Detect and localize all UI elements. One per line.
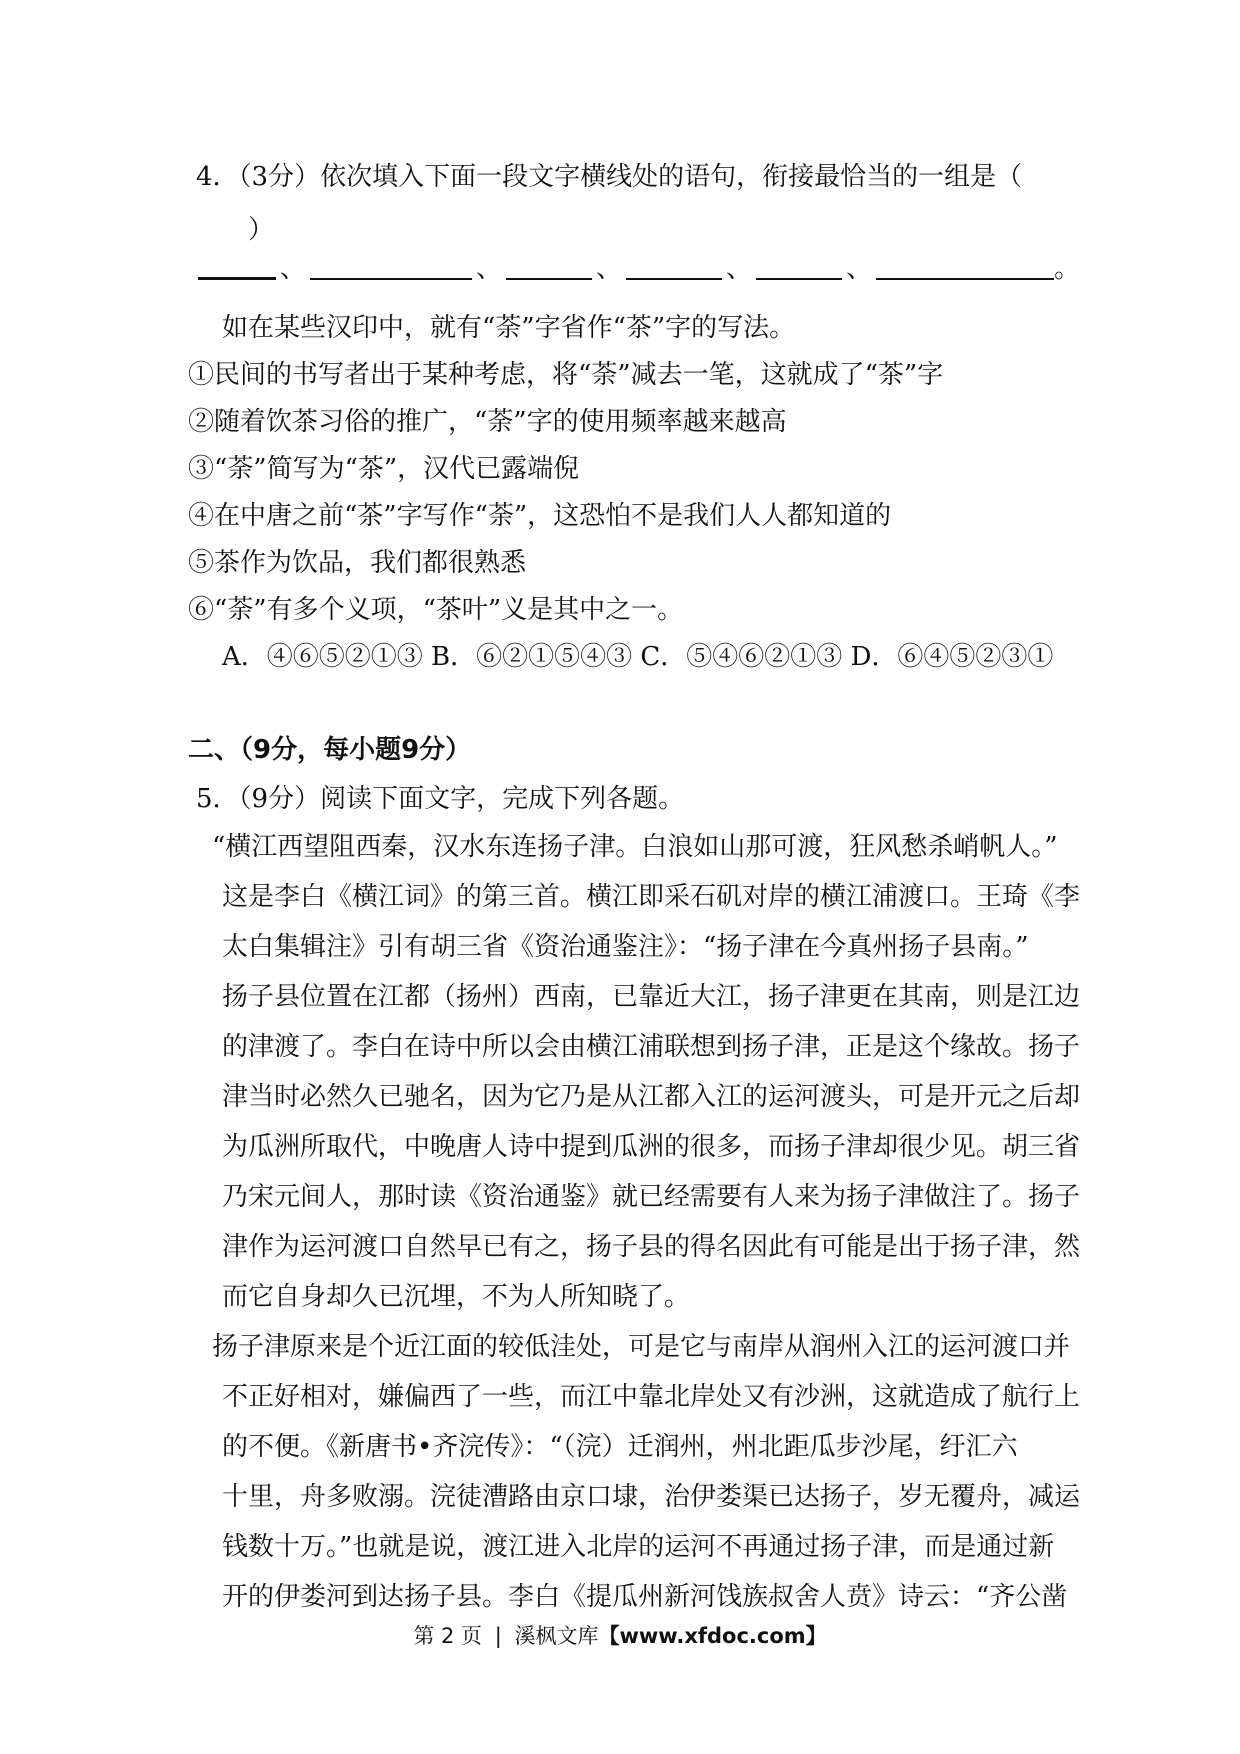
blank-6 [876, 252, 1054, 280]
q4-item-3: ③“荼”简写为“茶”，汉代已露端倪 [188, 454, 580, 484]
footer-divider: | [494, 1624, 502, 1648]
q4-item-6: ⑥“荼”有多个义项，“茶叶”义是其中之一。 [188, 595, 684, 625]
q5-p1-line: 扬子县位置在江都（扬州）西南，已靠近大江，扬子津更在其南，则是江边 [222, 982, 1081, 1012]
page-footer [0, 1622, 1240, 1650]
q5-p2-line: 扬子津原来是个近江面的较低洼处，可是它与南岸从润州入江的运河渡口并 [212, 1332, 1071, 1362]
q5-p1-line: 津作为运河渡口自然早已有之，扬子县的得名因此有可能是出于扬子津，然 [222, 1232, 1081, 1262]
q5-p1-line: 的津渡了。李白在诗中所以会由横江浦联想到扬子津，正是这个缘故。扬子 [222, 1032, 1081, 1062]
q5-p1-line: 为瓜洲所取代，中晚唐人诗中提到瓜洲的很多，而扬子津却很少见。胡三省 [222, 1132, 1081, 1162]
q4-options: A．④⑥⑤②①③ B．⑥②①⑤④③ C．⑤④⑥②①③ D．⑥④⑤②③① [222, 642, 1054, 672]
q5-p1-line: 而它自身却久已沉埋，不为人所知晓了。 [222, 1282, 691, 1312]
q5-p1-line: 乃宋元间人，那时读《资治通鉴》就已经需要有人来为扬子津做注了。扬子 [222, 1182, 1081, 1212]
blank-5 [756, 252, 842, 280]
q4-item-4: ④在中唐之前“茶”字写作“荼”，这恐怕不是我们人人都知道的 [188, 501, 892, 531]
blank-separator: 、 [280, 254, 307, 284]
blank-4 [626, 252, 722, 280]
q4-item-1: ①民间的书写者出于某种考虑，将“荼”减去一笔，这就成了“茶”字 [188, 360, 944, 390]
q4-blank-row [198, 251, 1080, 286]
blank-separator: 、 [596, 254, 623, 284]
q5-p1-line: 津当时必然久已驰名，因为它乃是从江都入江的运河渡头，可是开元之后却 [222, 1082, 1081, 1112]
blank-1 [198, 251, 276, 280]
q4-item-2: ②随着饮茶习俗的推广，“荼”字的使用频率越来越高 [188, 407, 787, 437]
q4-item-5: ⑤茶作为饮品，我们都很熟悉 [188, 548, 527, 578]
q5-p2-line: 钱数十万。”也就是说，渡江进入北岸的运河不再通过扬子津，而是通过新 [222, 1532, 1055, 1562]
q4-stem: 4．（3分）依次填入下面一段文字横线处的语句，衔接最恰当的一组是（ [196, 162, 1023, 192]
q5-p1-line: 这是李白《横江词》的第三首。横江即采石矶对岸的横江浦渡口。王琦《李 [222, 882, 1081, 912]
q4-intro: 如在某些汉印中，就有“荼”字省作“茶”字的写法。 [222, 313, 796, 343]
q5-p1-line: “横江西望阻西秦，汉水东连扬子津。白浪如山那可渡，狂风愁杀峭帆人。” [212, 832, 1058, 862]
blank-end-mark: 。 [1054, 254, 1081, 284]
q5-p2-line: 不正好相对，嫌偏西了一些，而江中靠北岸处又有沙洲，这就造成了航行上 [222, 1382, 1081, 1412]
blank-2 [310, 252, 472, 280]
q5-p2-line: 开的伊娄河到达扬子县。李白《提瓜州新河饯族叔舍人贲》诗云：“齐公凿 [222, 1582, 1068, 1612]
page-number: 第 2 页 [413, 1624, 483, 1648]
q5-p1-line: 太白集辑注》引有胡三省《资治通鉴注》：“扬子津在今真州扬子县南。” [222, 932, 1029, 962]
q5-p2-line: 十里，舟多败溺。浣徒漕路由京口埭，治伊娄渠已达扬子，岁无覆舟，减运 [222, 1482, 1081, 1512]
q5-stem: 5．（9分）阅读下面文字，完成下列各题。 [196, 784, 685, 814]
blank-separator: 、 [726, 254, 753, 284]
site-link[interactable]: 【www.xfdoc.com】 [598, 1624, 827, 1648]
section-heading: 二、（9分，每小题9分） [188, 735, 472, 765]
blank-3 [506, 252, 592, 280]
q4-stem-close: ） [248, 215, 275, 245]
blank-separator: 、 [476, 254, 503, 284]
q5-p2-line: 的不便。《新唐书•齐浣传》：“（浣）迁润州，州北距瓜步沙尾，纡汇六 [222, 1432, 1018, 1462]
library-name: 溪枫文库 [514, 1624, 599, 1648]
blank-separator: 、 [846, 254, 873, 284]
